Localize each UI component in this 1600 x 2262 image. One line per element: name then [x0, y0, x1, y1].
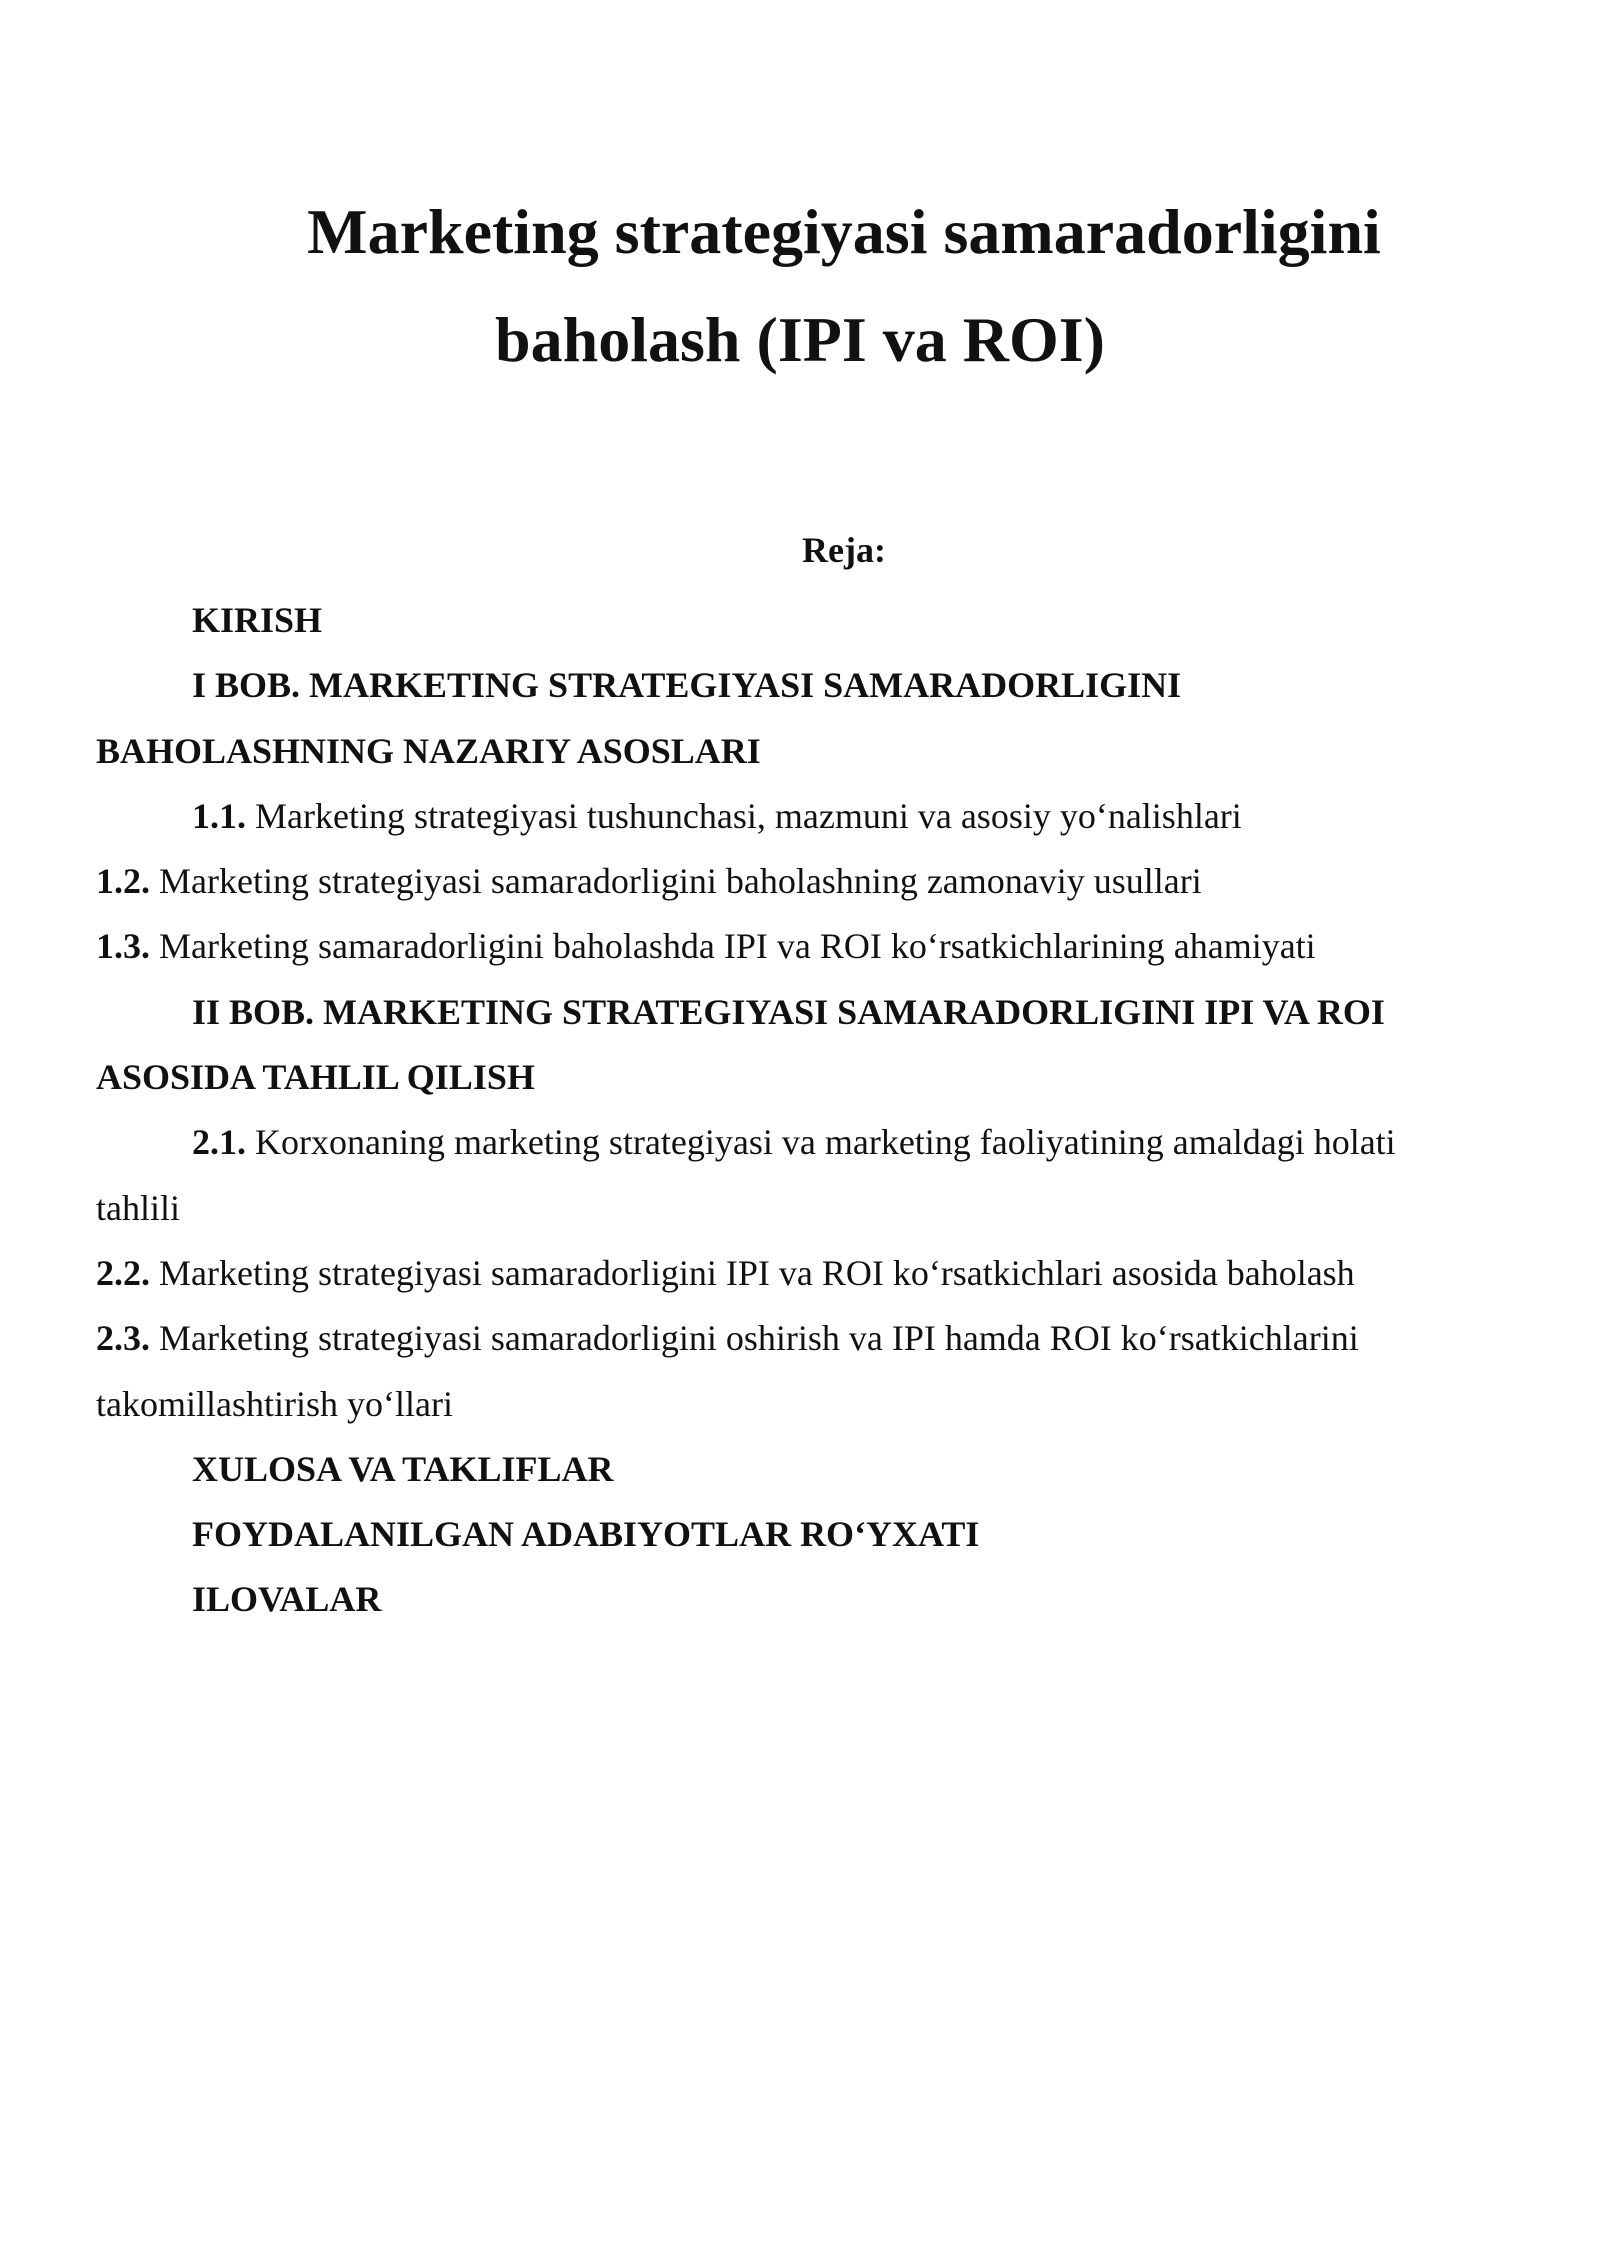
section-number: 1.3. — [96, 926, 150, 967]
section-title: Korxonaning marketing strategiyasi va marketing faoliyatining amaldagi holati — [246, 1122, 1396, 1163]
toc-section-1-1 — [96, 784, 1516, 849]
section-number: 1.2. — [96, 861, 150, 902]
section-title: Marketing strategiyasi samaradorligini oshirish va IPI hamda ROI ko‘rsatkichlarini — [150, 1318, 1359, 1359]
toc-references: FOYDALANILGAN ADABIYOTLAR RO‘YXATI — [192, 1514, 980, 1555]
section-number: 2.1. — [192, 1122, 246, 1163]
plan-heading: Reja: — [802, 530, 886, 570]
section-number: 1.1. — [192, 795, 246, 836]
title-line-1: Marketing strategiyasi samaradorligini — [307, 196, 1381, 267]
toc-appendices: ILOVALAR — [192, 1579, 382, 1620]
section-title: Marketing strategiyasi tushunchasi, mazmuni va asosiy yo‘nalishlari — [246, 795, 1242, 836]
title-line-2: baholash (IPI va ROI) — [495, 304, 1105, 375]
section-title: Marketing strategiyasi samaradorligini IPI va ROI ko‘rsatkichlari asosida baholash — [150, 1252, 1355, 1293]
toc-chapter-2-line-1: II BOB. MARKETING STRATEGIYASI SAMARADORLIGINI IPI VA ROI — [192, 991, 1385, 1032]
toc-conclusion: XULOSA VA TAKLIFLAR — [192, 1448, 614, 1489]
table-of-contents — [96, 588, 1516, 1633]
toc-section-1-2 — [96, 849, 1516, 914]
toc-section-2-2 — [96, 1241, 1516, 1306]
section-title: Marketing samaradorligini baholashda IPI va ROI ko‘rsatkichlarining ahamiyati — [150, 926, 1316, 967]
toc-chapter-1-line-2: BAHOLASHNING NAZARIY ASOSLARI — [96, 730, 761, 771]
toc-section-2-1-continued: tahlili — [96, 1187, 180, 1228]
toc-section-1-3 — [96, 914, 1516, 979]
toc-introduction: KIRISH — [192, 600, 323, 640]
toc-chapter-1-line-1: I BOB. MARKETING STRATEGIYASI SAMARADORLIGINI — [192, 665, 1182, 706]
section-number: 2.2. — [96, 1252, 150, 1293]
toc-section-2-3-continued: takomillashtirish yo‘llari — [96, 1383, 453, 1424]
toc-chapter-2-line-2: ASOSIDA TAHLIL QILISH — [96, 1057, 535, 1098]
document-title — [0, 178, 1600, 394]
toc-section-2-1 — [96, 1110, 1516, 1175]
section-title: Marketing strategiyasi samaradorligini baholashning zamonaviy usullari — [150, 861, 1202, 902]
toc-section-2-3 — [96, 1306, 1516, 1371]
section-number: 2.3. — [96, 1318, 150, 1359]
